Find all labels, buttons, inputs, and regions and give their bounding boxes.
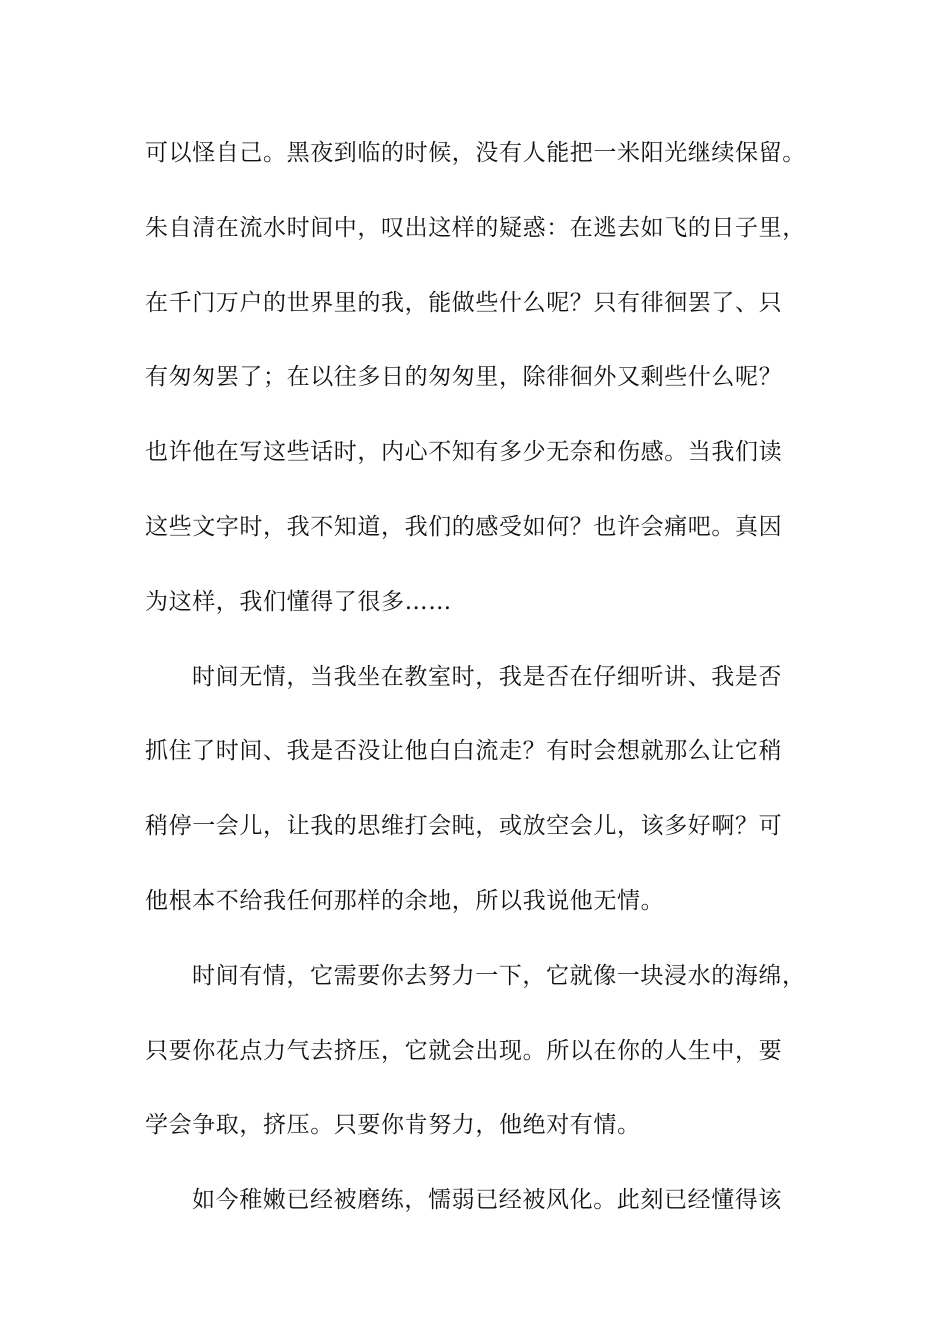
text-line: 这些文字时，我不知道，我们的感受如何？也许会痛吧。真因 [145, 513, 783, 540]
text-line: 朱自清在流水时间中，叹出这样的疑惑：在逃去如飞的日子里， [145, 214, 806, 241]
essay-body [145, 132, 845, 1254]
text-line: 有匆匆罢了；在以往多日的匆匆里，除徘徊外又剩些什么呢？ [145, 364, 783, 391]
text-line: 可以怪自己。黑夜到临的时候，没有人能把一米阳光继续保留。 [145, 140, 806, 166]
text-line: 抓住了时间、我是否没让他白白流走？有时会想就那么让它稍 [145, 738, 783, 765]
text-line: 为这样，我们懂得了很多…… [145, 588, 452, 615]
text-line: 也许他在写这些话时，内心不知有多少无奈和伤感。当我们读 [145, 439, 783, 466]
text-line: 只要你花点力气去挤压，它就会出现。所以在你的人生中，要 [145, 1037, 783, 1064]
text-line: 稍停一会儿，让我的思维打会盹，或放空会儿，该多好啊？可 [145, 813, 783, 840]
text-line: 在千门万户的世界里的我，能做些什么呢？只有徘徊罢了、只 [145, 289, 783, 316]
paragraph-start-line: 时间无情，当我坐在教室时，我是否在仔细听讲、我是否 [192, 663, 782, 690]
paragraph-start-line: 如今稚嫩已经被磨练，懦弱已经被风化。此刻已经懂得该 [192, 1187, 782, 1214]
paragraph-start-line: 时间有情，它需要你去努力一下，它就像一块浸水的海绵， [192, 962, 806, 989]
text-line: 学会争取，挤压。只要你肯努力，他绝对有情。 [145, 1112, 641, 1139]
text-line: 他根本不给我任何那样的余地，所以我说他无情。 [145, 887, 665, 914]
